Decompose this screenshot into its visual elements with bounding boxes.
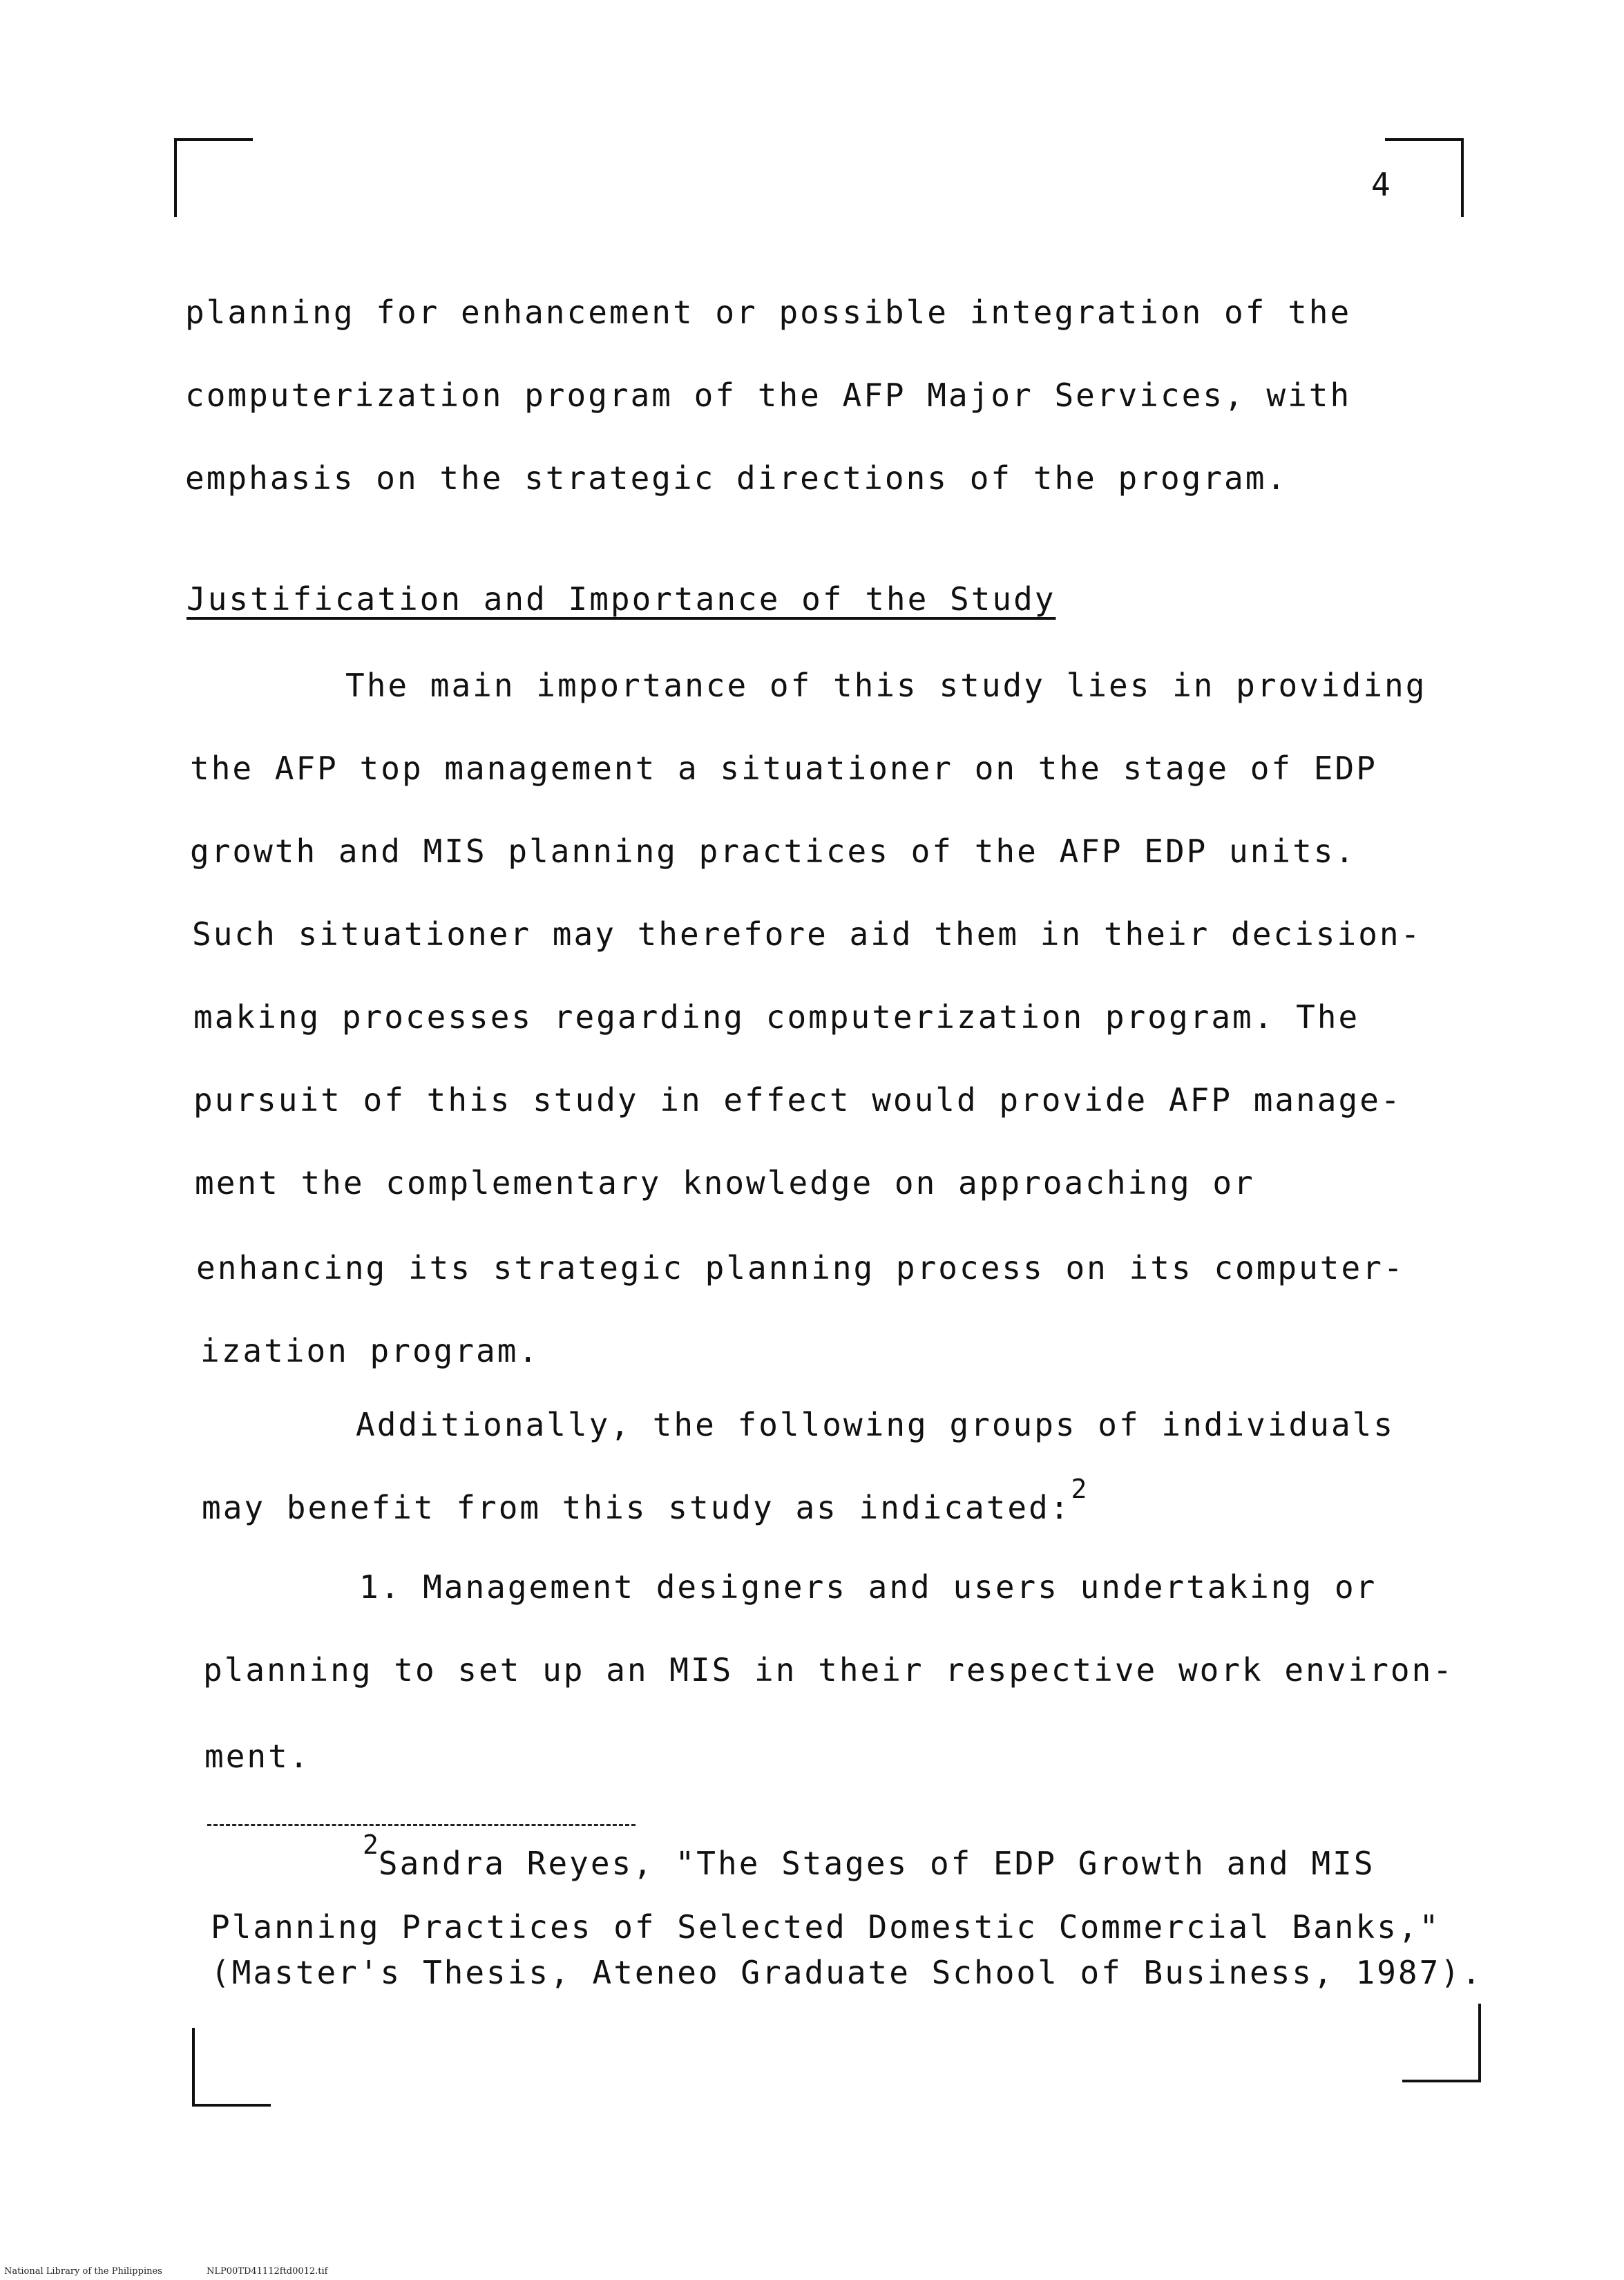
list-item-line: 1. Management designers and users undertaking or (359, 1568, 1377, 1606)
footnote-reference: 2 (1071, 1474, 1087, 1504)
footnote-separator (207, 1824, 636, 1826)
text-line: ment the complementary knowledge on approaching or (195, 1164, 1255, 1201)
scan-footer (4, 2266, 370, 2277)
section-heading: Justification and Importance of the Study (187, 580, 1056, 618)
text-line: computerization program of the AFP Major Services, with (185, 377, 1352, 414)
text-line: emphasis on the strategic directions of the program. (185, 459, 1288, 497)
text-line: ization program. (200, 1332, 540, 1369)
footnote-line: Planning Practices of Selected Domestic Commercial Banks," (211, 1908, 1441, 1946)
text-line: planning for enhancement or possible integration of the (185, 294, 1352, 331)
scan-footer-file: NLP00TD41112ftd0012.tif (206, 2266, 328, 2277)
text-line: growth and MIS planning practices of the AFP EDP units. (190, 833, 1357, 870)
list-item-line: ment. (204, 1738, 311, 1775)
text-line: enhancing its strategic planning process on its computer- (196, 1249, 1405, 1286)
footnote-text: Sandra Reyes, "The Stages of EDP Growth and MIS (378, 1845, 1375, 1882)
crop-mark-bottom-right (1402, 2004, 1481, 2082)
text-line: the AFP top management a situationer on the stage of EDP (190, 750, 1377, 787)
text-line: pursuit of this study in effect would provide AFP manage- (193, 1081, 1402, 1119)
text-line: making processes regarding computerization program. The (193, 998, 1360, 1036)
text-line: Such situationer may therefore aid them in their decision- (192, 915, 1422, 953)
footnote-line (363, 1830, 1375, 1882)
scan-footer-library: National Library of the Philippines (4, 2266, 162, 2277)
page-number: 4 (1371, 166, 1393, 203)
text-line-content: may benefit from this study as indicated: (202, 1489, 1071, 1526)
crop-mark-top-right (1385, 138, 1464, 217)
text-line (202, 1474, 1087, 1526)
footnote-line: (Master's Thesis, Ateneo Graduate School of Business, 1987). (211, 1954, 1483, 1991)
crop-mark-top-left (174, 138, 253, 217)
footnote-marker: 2 (363, 1830, 379, 1860)
text-line: Additionally, the following groups of individuals (356, 1406, 1395, 1443)
crop-mark-bottom-left (192, 2028, 271, 2107)
text-line: The main importance of this study lies in providing (345, 667, 1427, 704)
list-item-line: planning to set up an MIS in their respective work environ- (203, 1651, 1454, 1689)
